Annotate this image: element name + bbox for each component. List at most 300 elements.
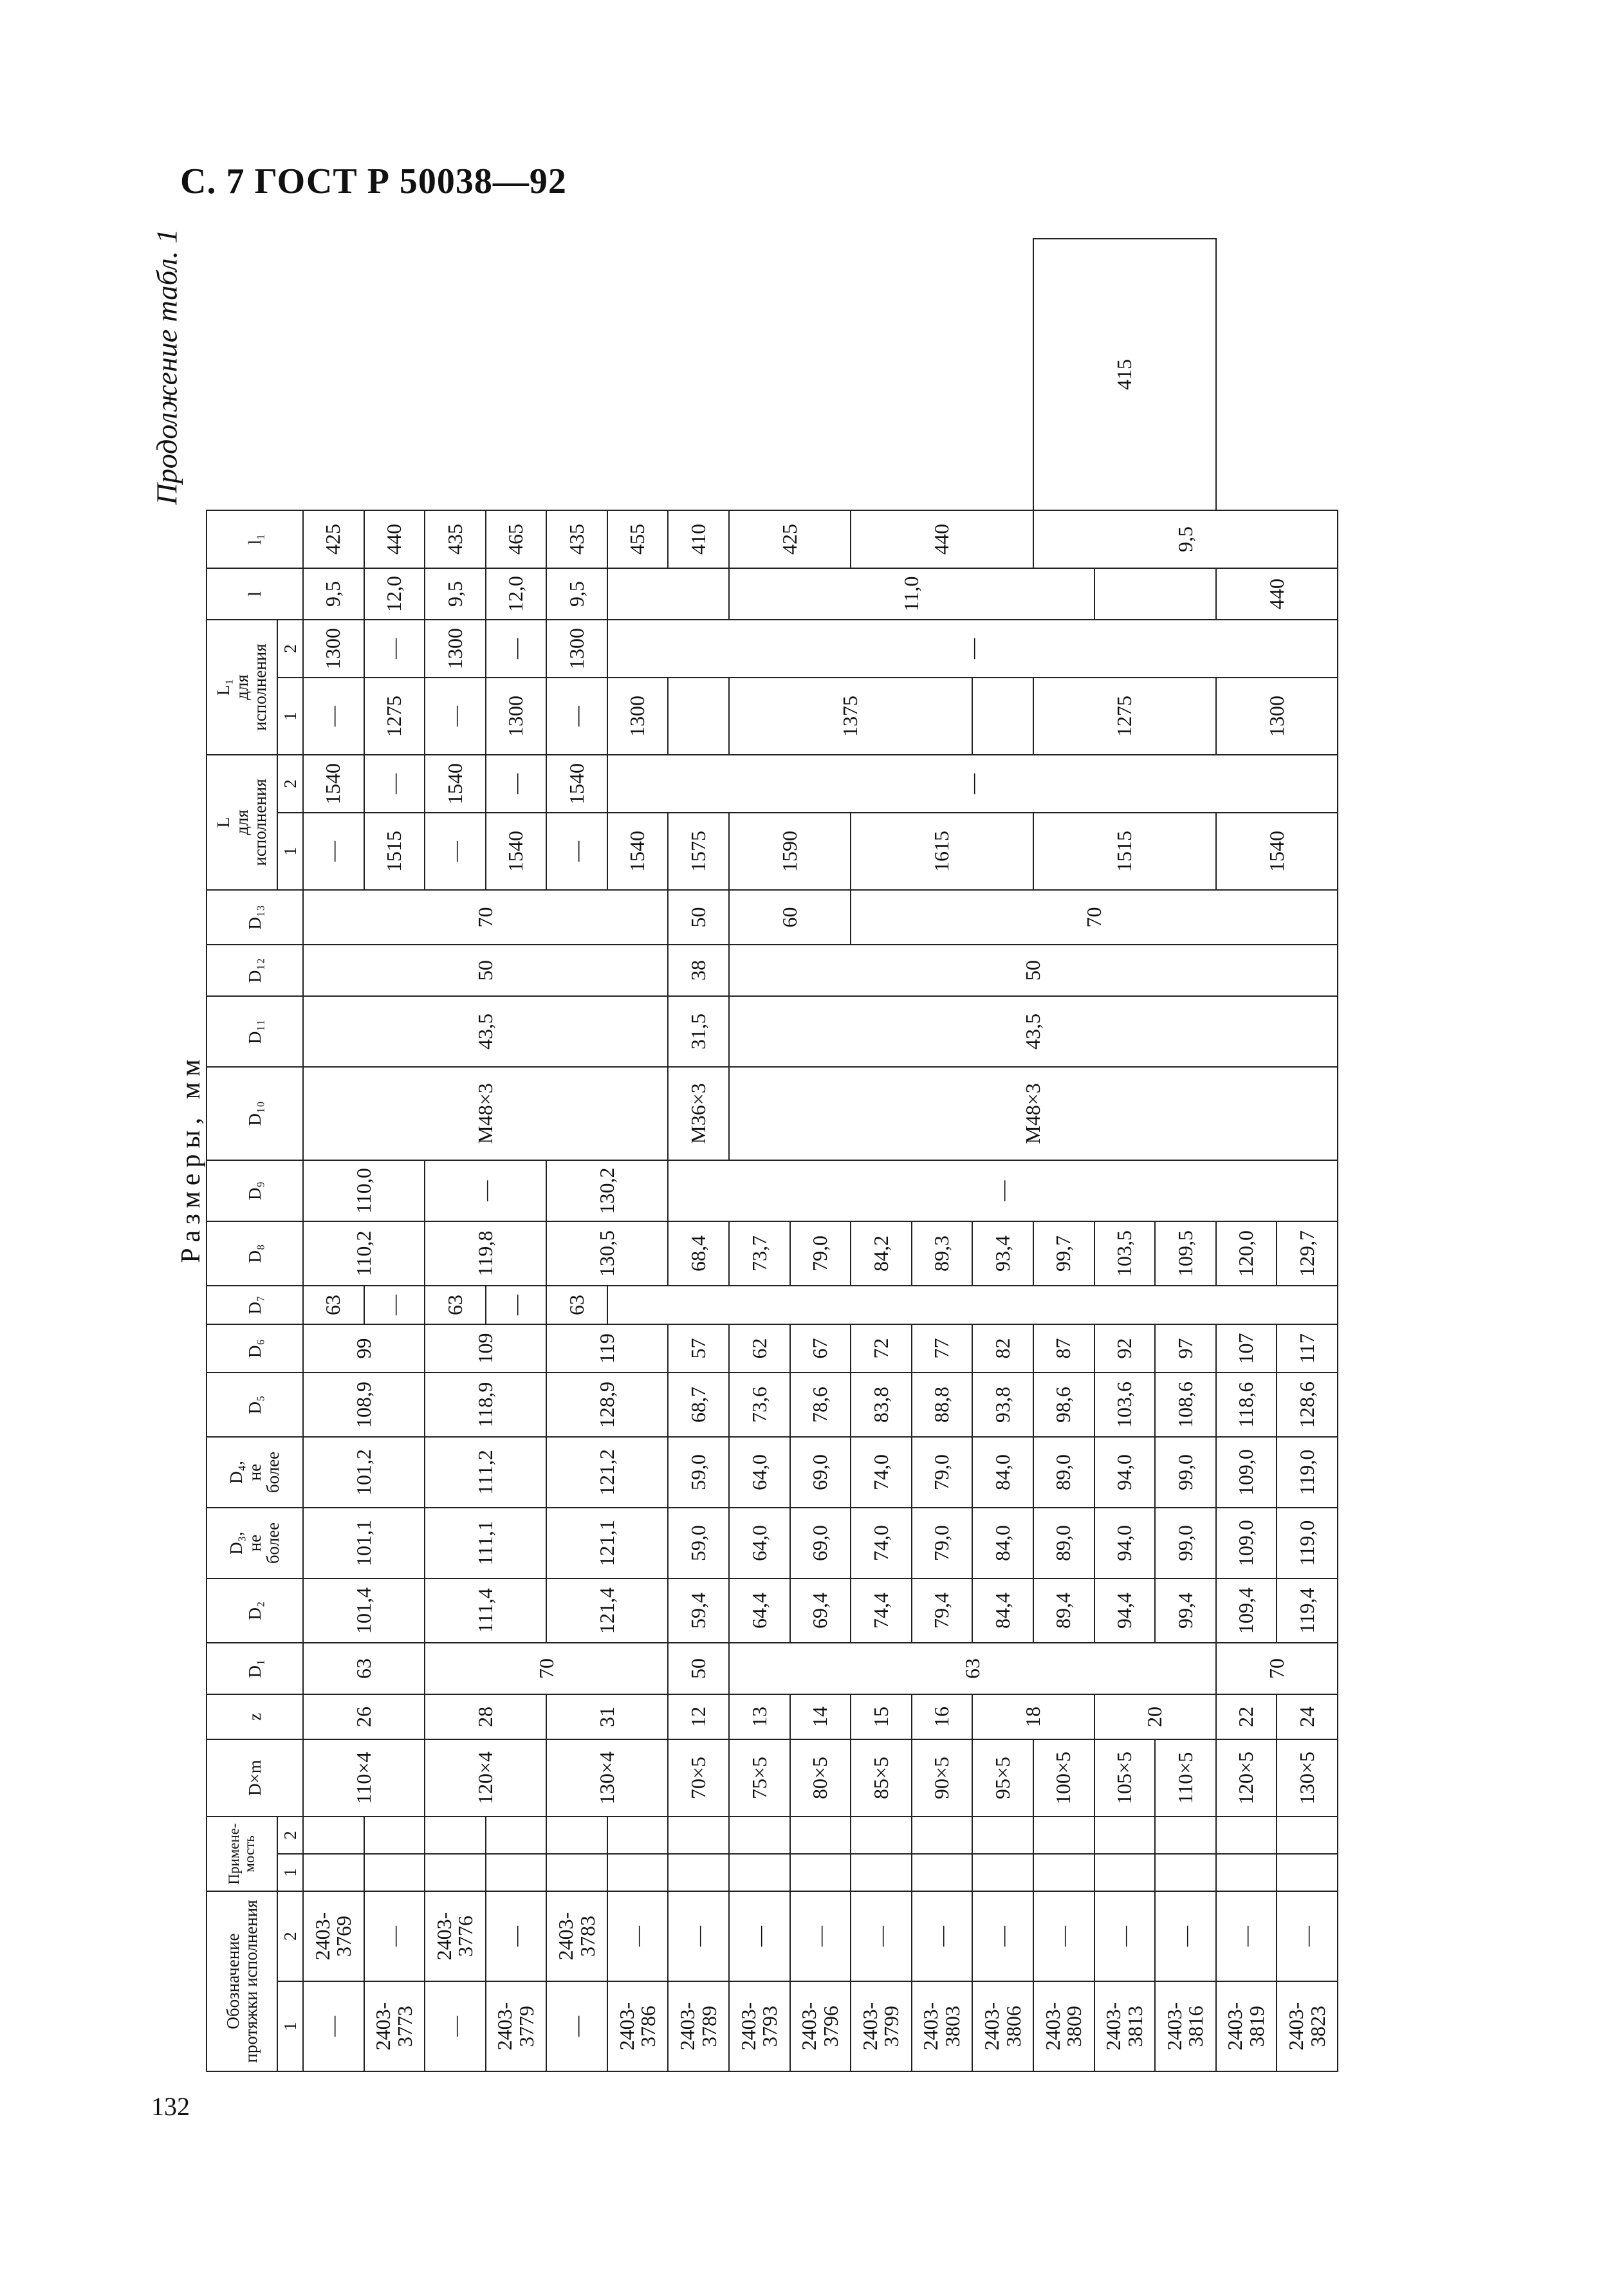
cell-l: 9,5: [303, 568, 364, 620]
cell-d8: 103,5: [1094, 1221, 1156, 1286]
cell-usage2: [972, 1817, 1033, 1854]
cell-d2: 59,4: [668, 1578, 729, 1643]
cell-l1: 455: [607, 510, 669, 568]
cell-l1-total-2: 1300: [425, 620, 486, 678]
cell-d5: 88,8: [912, 1373, 973, 1437]
cell-l1-total-2: 1300: [546, 620, 607, 678]
cell-l-total-1: 1540: [1216, 813, 1338, 890]
cell-d2: 79,4: [912, 1578, 973, 1643]
cell-des1: 2403-3793: [729, 1981, 790, 2071]
cell-d5: 118,9: [425, 1373, 546, 1437]
header-d2: D₂: [207, 1578, 303, 1643]
cell-l: 11,0: [729, 568, 1094, 620]
cell-d6: 77: [912, 1324, 973, 1373]
cell-des2: —: [486, 1891, 547, 1981]
cell-des2: —: [1033, 1891, 1094, 1981]
cell-usage2: [851, 1817, 912, 1854]
header-designation-2: 2: [277, 1891, 303, 1981]
cell-d2: 119,4: [1277, 1578, 1338, 1643]
header-l-total-2: 2: [277, 755, 303, 813]
cell-l1-total-1: 1375: [729, 678, 972, 755]
cell-d2: 69,4: [790, 1578, 851, 1643]
cell-des1: 2403-3819: [1216, 1981, 1277, 2071]
cell-z: 28: [425, 1694, 546, 1739]
cell-d1: 50: [668, 1643, 729, 1694]
cell-usage1: [1033, 1854, 1094, 1891]
cell-usage1: [972, 1854, 1033, 1891]
cell-d6: 82: [972, 1324, 1033, 1373]
cell-d11: 43,5: [303, 996, 668, 1067]
cell-d4: 74,0: [851, 1437, 912, 1508]
cell-des1: 2403-3813: [1094, 1981, 1156, 2071]
cell-l: 12,0: [364, 568, 425, 620]
cell-l1-total-2: 1300: [303, 620, 364, 678]
cell-usage1: [851, 1854, 912, 1891]
cell-des1: 2403-3773: [364, 1981, 425, 2071]
cell-l-total-1: 1515: [364, 813, 425, 890]
cell-usage1: [668, 1854, 729, 1891]
cell-d3: 109,0: [1216, 1508, 1277, 1578]
cell-d3: 84,0: [972, 1508, 1033, 1578]
cell-usage1: [729, 1854, 790, 1891]
cell-des2: —: [790, 1891, 851, 1981]
cell-usage1: [1277, 1854, 1338, 1891]
cell-l-total-2: 1540: [425, 755, 486, 813]
cell-usage1: [303, 1854, 364, 1891]
cell-d5: 103,6: [1094, 1373, 1156, 1437]
header-d11: D₁₁: [207, 996, 303, 1067]
cell-l1-total-1: —: [303, 678, 364, 755]
cell-d2: 111,4: [425, 1578, 546, 1643]
cell-l-total-1: 1590: [729, 813, 851, 890]
cell-des2: —: [1094, 1891, 1156, 1981]
cell-usage1: [607, 1854, 669, 1891]
header-usage-2: 2: [277, 1817, 303, 1854]
cell-d3: 119,0: [1277, 1508, 1338, 1578]
cell-l-total-1: 1515: [1033, 813, 1216, 890]
cell-d8: 68,4: [668, 1221, 729, 1286]
cell-z: 26: [303, 1694, 425, 1739]
cell-dm: 95×5: [972, 1739, 1033, 1817]
header-designation: Обозначение протяжки исполнения: [207, 1891, 277, 2071]
cell-d2: 121,4: [546, 1578, 668, 1643]
cell-l1-total-2: —: [364, 620, 425, 678]
cell-d3: 59,0: [668, 1508, 729, 1578]
header-l-total: L для исполнения: [207, 755, 277, 890]
cell-usage2: [790, 1817, 851, 1854]
cell-d3: 79,0: [912, 1508, 973, 1578]
cell-d3: 74,0: [851, 1508, 912, 1578]
cell-l1: 440: [1216, 568, 1338, 620]
cell-d5: 83,8: [851, 1373, 912, 1437]
cell-des1: 2403-3796: [790, 1981, 851, 2071]
cell-l1: 440: [364, 510, 425, 568]
cell-usage1: [1155, 1854, 1216, 1891]
cell-d6: 62: [729, 1324, 790, 1373]
cell-d3: 101,1: [303, 1508, 425, 1578]
cell-l-total-2: 1540: [546, 755, 607, 813]
cell-d2: 109,4: [1216, 1578, 1277, 1643]
cell-des2: —: [851, 1891, 912, 1981]
cell-l: 9,5: [546, 568, 607, 620]
header-d10: D₁₀: [207, 1067, 303, 1160]
cell-l1: 415: [1033, 239, 1216, 510]
cell-d6: 119: [546, 1324, 668, 1373]
cell-z: 24: [1277, 1694, 1338, 1739]
cell-d4: 69,0: [790, 1437, 851, 1508]
cell-d5: 108,6: [1155, 1373, 1216, 1437]
dimensions-table: [206, 238, 1338, 2072]
cell-usage2: [1094, 1817, 1156, 1854]
cell-l: 9,5: [425, 568, 486, 620]
cell-l-total-1: 1540: [486, 813, 547, 890]
cell-l1: 465: [486, 510, 547, 568]
cell-l-total-1: 1575: [668, 813, 729, 890]
header-d3: D₃, не более: [207, 1508, 303, 1578]
cell-d3: 89,0: [1033, 1508, 1094, 1578]
cell-d7: [607, 1286, 1338, 1324]
cell-l1: 425: [729, 510, 851, 568]
cell-d5: 73,6: [729, 1373, 790, 1437]
cell-des1: —: [546, 1981, 607, 2071]
cell-d2: 64,4: [729, 1578, 790, 1643]
cell-l-total-2: —: [607, 755, 1338, 813]
cell-d7: —: [364, 1286, 425, 1324]
header-usage-1: 1: [277, 1854, 303, 1891]
cell-des2: —: [607, 1891, 669, 1981]
cell-l1-total-1: 1275: [1033, 678, 1216, 755]
cell-l1-total-1: 1300: [486, 678, 547, 755]
header-d5: D₅: [207, 1373, 303, 1437]
cell-l1-total-2: —: [607, 620, 1338, 678]
cell-dm: 120×5: [1216, 1739, 1277, 1817]
cell-usage1: [790, 1854, 851, 1891]
cell-z: 14: [790, 1694, 851, 1739]
sizes-caption-text: Размеры, мм: [176, 1053, 206, 1263]
cell-usage2: [668, 1817, 729, 1854]
cell-d7: 63: [546, 1286, 607, 1324]
cell-d1: 70: [1216, 1643, 1338, 1694]
cell-d8: 119,8: [425, 1221, 546, 1286]
cell-des1: 2403-3786: [607, 1981, 669, 2071]
cell-usage2: [607, 1817, 669, 1854]
cell-d6: 57: [668, 1324, 729, 1373]
cell-z: 20: [1094, 1694, 1216, 1739]
cell-l-total-1: 1615: [851, 813, 1033, 890]
cell-z: 15: [851, 1694, 912, 1739]
rotated-table-container: [206, 238, 1338, 2072]
cell-dm: 130×4: [546, 1739, 668, 1817]
cell-d8: 89,3: [912, 1221, 973, 1286]
cell-z: 12: [668, 1694, 729, 1739]
cell-l1-total-1: 1275: [364, 678, 425, 755]
cell-d4: 99,0: [1155, 1437, 1216, 1508]
cell-l-total-2: 1540: [303, 755, 364, 813]
cell-usage2: [912, 1817, 973, 1854]
cell-d5: 128,9: [546, 1373, 668, 1437]
header-d4: D₄, не более: [207, 1437, 303, 1508]
cell-l1: 435: [546, 510, 607, 568]
cell-z: 18: [972, 1694, 1094, 1739]
cell-d4: 119,0: [1277, 1437, 1338, 1508]
cell-d3: 121,1: [546, 1508, 668, 1578]
cell-des2: —: [1216, 1891, 1277, 1981]
cell-d6: 97: [1155, 1324, 1216, 1373]
cell-z: 13: [729, 1694, 790, 1739]
cell-l-total-2: —: [364, 755, 425, 813]
cell-d1: 70: [425, 1643, 668, 1694]
cell-des1: 2403-3803: [912, 1981, 973, 2071]
cell-dm: 120×4: [425, 1739, 546, 1817]
cell-d2: 101,4: [303, 1578, 425, 1643]
cell-d3: 111,1: [425, 1508, 546, 1578]
cell-dm: 90×5: [912, 1739, 973, 1817]
cell-d4: 101,2: [303, 1437, 425, 1508]
cell-d4: 94,0: [1094, 1437, 1156, 1508]
table-row: [729, 239, 790, 2071]
cell-d8: 129,7: [1277, 1221, 1338, 1286]
cell-l-total-1: —: [546, 813, 607, 890]
cell-des2: —: [364, 1891, 425, 1981]
cell-z: 31: [546, 1694, 668, 1739]
cell-d7: —: [486, 1286, 547, 1324]
cell-d6: 92: [1094, 1324, 1156, 1373]
cell-d10: M48×3: [303, 1067, 668, 1160]
cell-d2: 94,4: [1094, 1578, 1156, 1643]
cell-usage1: [364, 1854, 425, 1891]
cell-d2: 99,4: [1155, 1578, 1216, 1643]
cell-d2: 74,4: [851, 1578, 912, 1643]
cell-usage1: [912, 1854, 973, 1891]
cell-des2: —: [729, 1891, 790, 1981]
cell-dm: 70×5: [668, 1739, 729, 1817]
cell-usage2: [729, 1817, 790, 1854]
header-d12: D₁₂: [207, 945, 303, 996]
cell-d4: 109,0: [1216, 1437, 1277, 1508]
cell-l-total-2: —: [486, 755, 547, 813]
cell-z: 16: [912, 1694, 973, 1739]
cell-d8: 93,4: [972, 1221, 1033, 1286]
cell-d4: 79,0: [912, 1437, 973, 1508]
page-header: С. 7 ГОСТ Р 50038—92: [180, 162, 567, 201]
cell-usage1: [546, 1854, 607, 1891]
cell-l-total-1: —: [425, 813, 486, 890]
cell-d8: 120,0: [1216, 1221, 1277, 1286]
cell-des1: 2403-3816: [1155, 1981, 1216, 2071]
cell-d7: 63: [303, 1286, 364, 1324]
cell-d11: 31,5: [668, 996, 729, 1067]
header-l1-total-1: 1: [277, 678, 303, 755]
cell-d5: 128,6: [1277, 1373, 1338, 1437]
cell-d4: 59,0: [668, 1437, 729, 1508]
cell-usage1: [1094, 1854, 1156, 1891]
cell-d3: 69,0: [790, 1508, 851, 1578]
header-l1-total-2: 2: [277, 620, 303, 678]
cell-l-total-1: —: [303, 813, 364, 890]
cell-usage1: [425, 1854, 486, 1891]
cell-l1-total-1: [668, 678, 729, 755]
cell-des2: —: [912, 1891, 973, 1981]
cell-l: [607, 568, 729, 620]
cell-d1: 63: [303, 1643, 425, 1694]
cell-d12: 50: [729, 945, 1338, 996]
cell-l1: 435: [425, 510, 486, 568]
cell-usage2: [425, 1817, 486, 1854]
table-viewport: [206, 238, 1338, 2072]
header-l1: l₁: [207, 510, 303, 568]
cell-d5: 98,6: [1033, 1373, 1094, 1437]
cell-des1: 2403-3806: [972, 1981, 1033, 2071]
cell-d13: 60: [729, 890, 851, 945]
cell-d9: 130,2: [546, 1160, 668, 1221]
cell-d11: 43,5: [729, 996, 1338, 1067]
header-designation-1: 1: [277, 1981, 303, 2071]
cell-l1: 425: [303, 510, 364, 568]
cell-d2: 89,4: [1033, 1578, 1094, 1643]
header-d6: D₆: [207, 1324, 303, 1373]
cell-d12: 50: [303, 945, 668, 996]
table-row: [303, 239, 364, 2071]
cell-d8: 79,0: [790, 1221, 851, 1286]
cell-dm: 80×5: [790, 1739, 851, 1817]
cell-d1: 63: [729, 1643, 1216, 1694]
cell-des2: —: [1277, 1891, 1338, 1981]
cell-d3: 94,0: [1094, 1508, 1156, 1578]
cell-des1: 2403-3789: [668, 1981, 729, 2071]
cell-l1-total-1: 1300: [607, 678, 669, 755]
cell-usage2: [1033, 1817, 1094, 1854]
cell-d9: —: [425, 1160, 546, 1221]
cell-d5: 108,9: [303, 1373, 425, 1437]
cell-l1-total-1: —: [546, 678, 607, 755]
cell-d4: 89,0: [1033, 1437, 1094, 1508]
cell-l: 9,5: [1033, 510, 1338, 568]
cell-l1-total-1: 1300: [1216, 678, 1338, 755]
cell-usage2: [303, 1817, 364, 1854]
cell-dm: 85×5: [851, 1739, 912, 1817]
cell-des2: 2403-3776: [425, 1891, 486, 1981]
cell-d4: 111,2: [425, 1437, 546, 1508]
cell-usage1: [486, 1854, 547, 1891]
cell-d8: 73,7: [729, 1221, 790, 1286]
cell-d2: 84,4: [972, 1578, 1033, 1643]
header-d-m: D×m: [207, 1739, 303, 1817]
header-d13: D₁₃: [207, 890, 303, 945]
cell-d6: 109: [425, 1324, 546, 1373]
cell-d5: 93,8: [972, 1373, 1033, 1437]
cell-des2: —: [1155, 1891, 1216, 1981]
cell-des2: 2403-3783: [546, 1891, 607, 1981]
cell-d12: 38: [668, 945, 729, 996]
cell-d6: 99: [303, 1324, 425, 1373]
continuation-label: [144, 206, 189, 528]
cell-d9: 110,0: [303, 1160, 425, 1221]
cell-usage2: [364, 1817, 425, 1854]
cell-d10: M48×3: [729, 1067, 1338, 1160]
cell-d4: 121,2: [546, 1437, 668, 1508]
cell-d8: 99,7: [1033, 1221, 1094, 1286]
page-number: 132: [151, 2092, 190, 2121]
cell-d9: —: [668, 1160, 1338, 1221]
cell-dm: 100×5: [1033, 1739, 1094, 1817]
cell-des1: —: [425, 1981, 486, 2071]
cell-usage2: [1155, 1817, 1216, 1854]
cell-dm: 110×5: [1155, 1739, 1216, 1817]
cell-d3: 99,0: [1155, 1508, 1216, 1578]
continuation-label-text: Продолжение табл. 1: [150, 228, 183, 505]
cell-usage2: [1216, 1817, 1277, 1854]
cell-l1-total-1: —: [425, 678, 486, 755]
cell-d8: 109,5: [1155, 1221, 1216, 1286]
cell-d6: 107: [1216, 1324, 1277, 1373]
cell-d13: 50: [668, 890, 729, 945]
cell-des1: 2403-3799: [851, 1981, 912, 2071]
header-row-1: [207, 239, 277, 2071]
cell-des2: —: [972, 1891, 1033, 1981]
cell-usage2: [486, 1817, 547, 1854]
cell-d4: 84,0: [972, 1437, 1033, 1508]
cell-l1: 410: [668, 510, 729, 568]
cell-d8: 130,5: [546, 1221, 668, 1286]
cell-d5: 78,6: [790, 1373, 851, 1437]
cell-d6: 72: [851, 1324, 912, 1373]
cell-usage1: [1216, 1854, 1277, 1891]
cell-d4: 64,0: [729, 1437, 790, 1508]
cell-l: 12,0: [486, 568, 547, 620]
cell-des2: 2403-3769: [303, 1891, 364, 1981]
header-d8: D₈: [207, 1221, 303, 1286]
header-l1-total: L₁ для исполнения: [207, 620, 277, 755]
cell-d7: 63: [425, 1286, 486, 1324]
cell-d10: M36×3: [668, 1067, 729, 1160]
cell-d5: 118,6: [1216, 1373, 1277, 1437]
cell-l1-total-1: [972, 678, 1033, 755]
cell-dm: 105×5: [1094, 1739, 1156, 1817]
header-d9: D₉: [207, 1160, 303, 1221]
cell-des1: 2403-3823: [1277, 1981, 1338, 2071]
cell-l1-total-2: —: [486, 620, 547, 678]
cell-des1: 2403-3779: [486, 1981, 547, 2071]
cell-dm: 130×5: [1277, 1739, 1338, 1817]
cell-des1: 2403-3809: [1033, 1981, 1094, 2071]
cell-l1: 440: [851, 510, 1033, 568]
header-z: z: [207, 1694, 303, 1739]
cell-d8: 84,2: [851, 1221, 912, 1286]
header-l: l: [207, 568, 303, 620]
cell-usage2: [546, 1817, 607, 1854]
header-d1: D₁: [207, 1643, 303, 1694]
header-d7: D₇: [207, 1286, 303, 1324]
cell-d13: 70: [303, 890, 668, 945]
header-l-total-1: 1: [277, 813, 303, 890]
cell-d6: 67: [790, 1324, 851, 1373]
cell-des1: —: [303, 1981, 364, 2071]
cell-dm: 110×4: [303, 1739, 425, 1817]
cell-d6: 87: [1033, 1324, 1094, 1373]
cell-des2: —: [668, 1891, 729, 1981]
cell-d3: 64,0: [729, 1508, 790, 1578]
cell-usage2: [1277, 1817, 1338, 1854]
cell-z: 22: [1216, 1694, 1277, 1739]
table-row: [668, 239, 729, 2071]
cell-l-total-1: 1540: [607, 813, 669, 890]
cell-d6: 117: [1277, 1324, 1338, 1373]
cell-d8: 110,2: [303, 1221, 425, 1286]
cell-d5: 68,7: [668, 1373, 729, 1437]
cell-dm: 75×5: [729, 1739, 790, 1817]
cell-d13: 70: [851, 890, 1338, 945]
header-usage: Примене- мость: [207, 1817, 277, 1891]
